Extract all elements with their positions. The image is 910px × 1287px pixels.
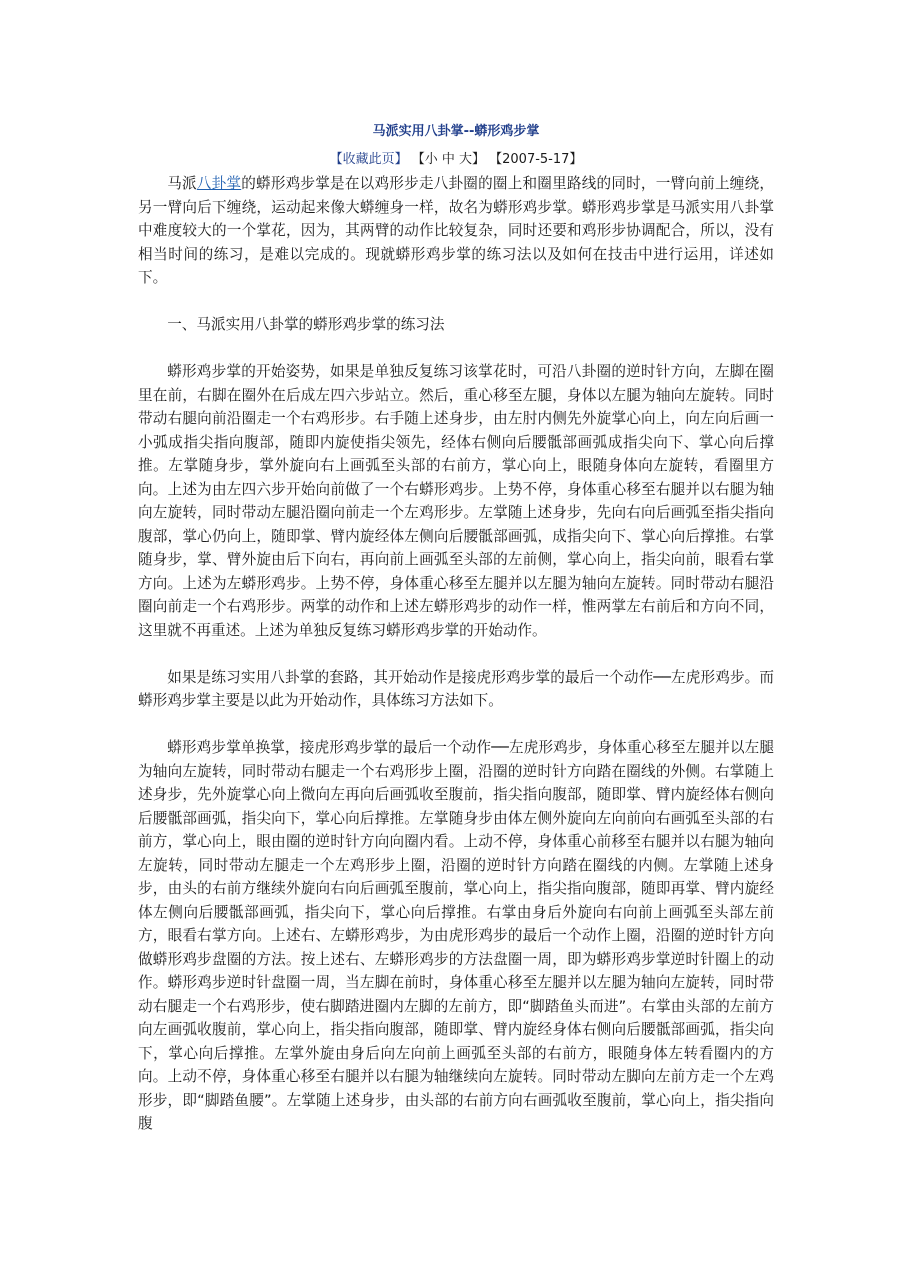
publish-date: 【2007-5-17】 bbox=[489, 152, 583, 167]
section-heading: 一、马派实用八卦掌的蟒形鸡步掌的练习法 bbox=[167, 316, 445, 333]
article bbox=[138, 112, 774, 1136]
intro-text: 的蟒形鸡步掌是在以鸡形步走八卦圈的圈上和圈里路线的同时，一臂向前上缠绕，另一臂向后下缠绕，运动起来像大蟒缠身一样，故名为蟒形鸡步掌。蟒形鸡步掌是马派实用八卦掌中难度较大的一个掌花，因为，其两臂的动作比较复杂，同时还要和鸡形步协调配合，所以，没有相当时间的练习，是难以完成的。现就蟒形鸡步掌的练习法以及如何在技击中进行运用，详述如下。 bbox=[138, 175, 774, 286]
spacer bbox=[138, 642, 774, 666]
favorite-link[interactable]: 【收藏此页】 bbox=[329, 152, 408, 167]
intro-prefix: 马派 bbox=[167, 175, 197, 192]
article-meta bbox=[138, 150, 774, 170]
spacer bbox=[138, 337, 774, 361]
body-paragraph-3: 蟒形鸡步掌单换掌，接虎形鸡步掌的最后一个动作──左虎形鸡步，身体重心移至左腿并以左腿为轴向左旋转，同时带动右腿走一个右鸡形步上圈，沿圈的逆时针方向踏在圈线的外侧。右掌随上述身步，先外旋掌心向上微向左再向后画弧收至腹前，指尖指向腹部，随即掌、臂内旋经体右侧向后腰骶部画弧，指尖向下，掌心向后撑推。左掌随身步由体左侧外旋向左向前向右画弧至头部的右前方，掌心向上，眼由圈的逆时针方向向圈内看。上动不停，身体重心前移至右腿并以右腿为轴向左旋转，同时带动左腿走一个左鸡形步上圈，沿圈的逆时针方向踏在圈线的内侧。左掌随上述身步，由头的右前方继续外旋向右向后画弧至腹前，掌心向上，指尖指向腹部，随即再掌、臂内旋经体左侧向后腰骶部画弧，指尖向下，掌心向后撑推。右掌由身后外旋向右向前上画弧至头部左前方，眼看右掌方向。上述右、左蟒形鸡步，为由虎形鸡步的最后一个动作上圈，沿圈的逆时针方向做蟒形鸡步盘圈的方法。按上述右、左蟒形鸡步的方法盘圈一周，即为蟒形鸡步掌逆时针圈上的动作。蟒形鸡步逆时针盘圈一周，当左脚在前时，身体重心移至左腿并以左腿为轴向左旋转，同时带动右腿走一个右鸡形步，使右脚踏进圈内左脚的左前方，即“脚踏鱼头而进”。右掌由头部的左前方向左画弧收腹前，掌心向上，指尖指向腹部，随即掌、臂内旋经身体右侧向后腰骶部画弧，指尖向下，掌心向后撑推。左掌外旋由身后向左向前上画弧至头部的右前方，眼随身体左转看圈内的方向。上动不停，身体重心移至右腿并以右腿为轴继续向左旋转。同时带动左脚向左前方走一个左鸡形步，即“脚踏鱼腰”。左掌随上述身步，由头部的右前方向右画弧收至腹前，掌心向上，指尖指向腹 bbox=[138, 739, 774, 1132]
body-paragraph-1: 蟒形鸡步掌的开始姿势，如果是单独反复练习该掌花时，可沿八卦圈的逆时针方向，左脚在圈里在前，右脚在圈外在后成左四六步站立。然后，重心移至左腿，身体以左腿为轴向左旋转。同时带动右腿向前沿圈走一个右鸡形步。右手随上述身步，由左肘内侧先外旋掌心向上，向左向后画一小弧成指尖指向腹部，随即内旋使指尖领先，经体右侧向后腰骶部画弧成指尖向下、掌心向后撑推。左掌随身步，掌外旋向右上画弧至头部的右前方，掌心向上，眼随身体向左旋转，看圈里方向。上述为由左四六步开始向前做了一个右蟒形鸡步。上势不停，身体重心移至右腿并以右腿为轴向左旋转，同时带动左腿沿圈向前走一个左鸡形步。左掌随上述身步，先向右向后画弧至指尖指向腹部，掌心仍向上，随即掌、臂内旋经体左侧向后腰骶部画弧，成指尖向下、掌心向后撑推。右掌随身步，掌、臂外旋由后下向右，再向前上画弧至头部的左前侧，掌心向上，指尖向前，眼看右掌方向。上述为左蟒形鸡步。上势不停，身体重心移至左腿并以左腿为轴向左旋转。同时带动右腿沿圈向前走一个右鸡形步。两掌的动作和上述左蟒形鸡步的动作一样，惟两掌左右前后和方向不同，这里就不再重述。上述为单独反复练习蟒形鸡步掌的开始动作。 bbox=[138, 363, 774, 639]
body-paragraph-2: 如果是练习实用八卦掌的套路，其开始动作是接虎形鸡步掌的最后一个动作──左虎形鸡步。而蟒形鸡步掌主要是以此为开始动作，具体练习方法如下。 bbox=[138, 668, 774, 709]
font-size-switcher[interactable]: 【小 中 大】 bbox=[411, 152, 485, 167]
spacer bbox=[138, 713, 774, 737]
spacer bbox=[138, 290, 774, 314]
intro-paragraph bbox=[138, 172, 774, 290]
keyword-link[interactable]: 八卦掌 bbox=[196, 175, 242, 192]
article-title: 马派实用八卦掌--蟒形鸡步掌 bbox=[372, 124, 540, 139]
